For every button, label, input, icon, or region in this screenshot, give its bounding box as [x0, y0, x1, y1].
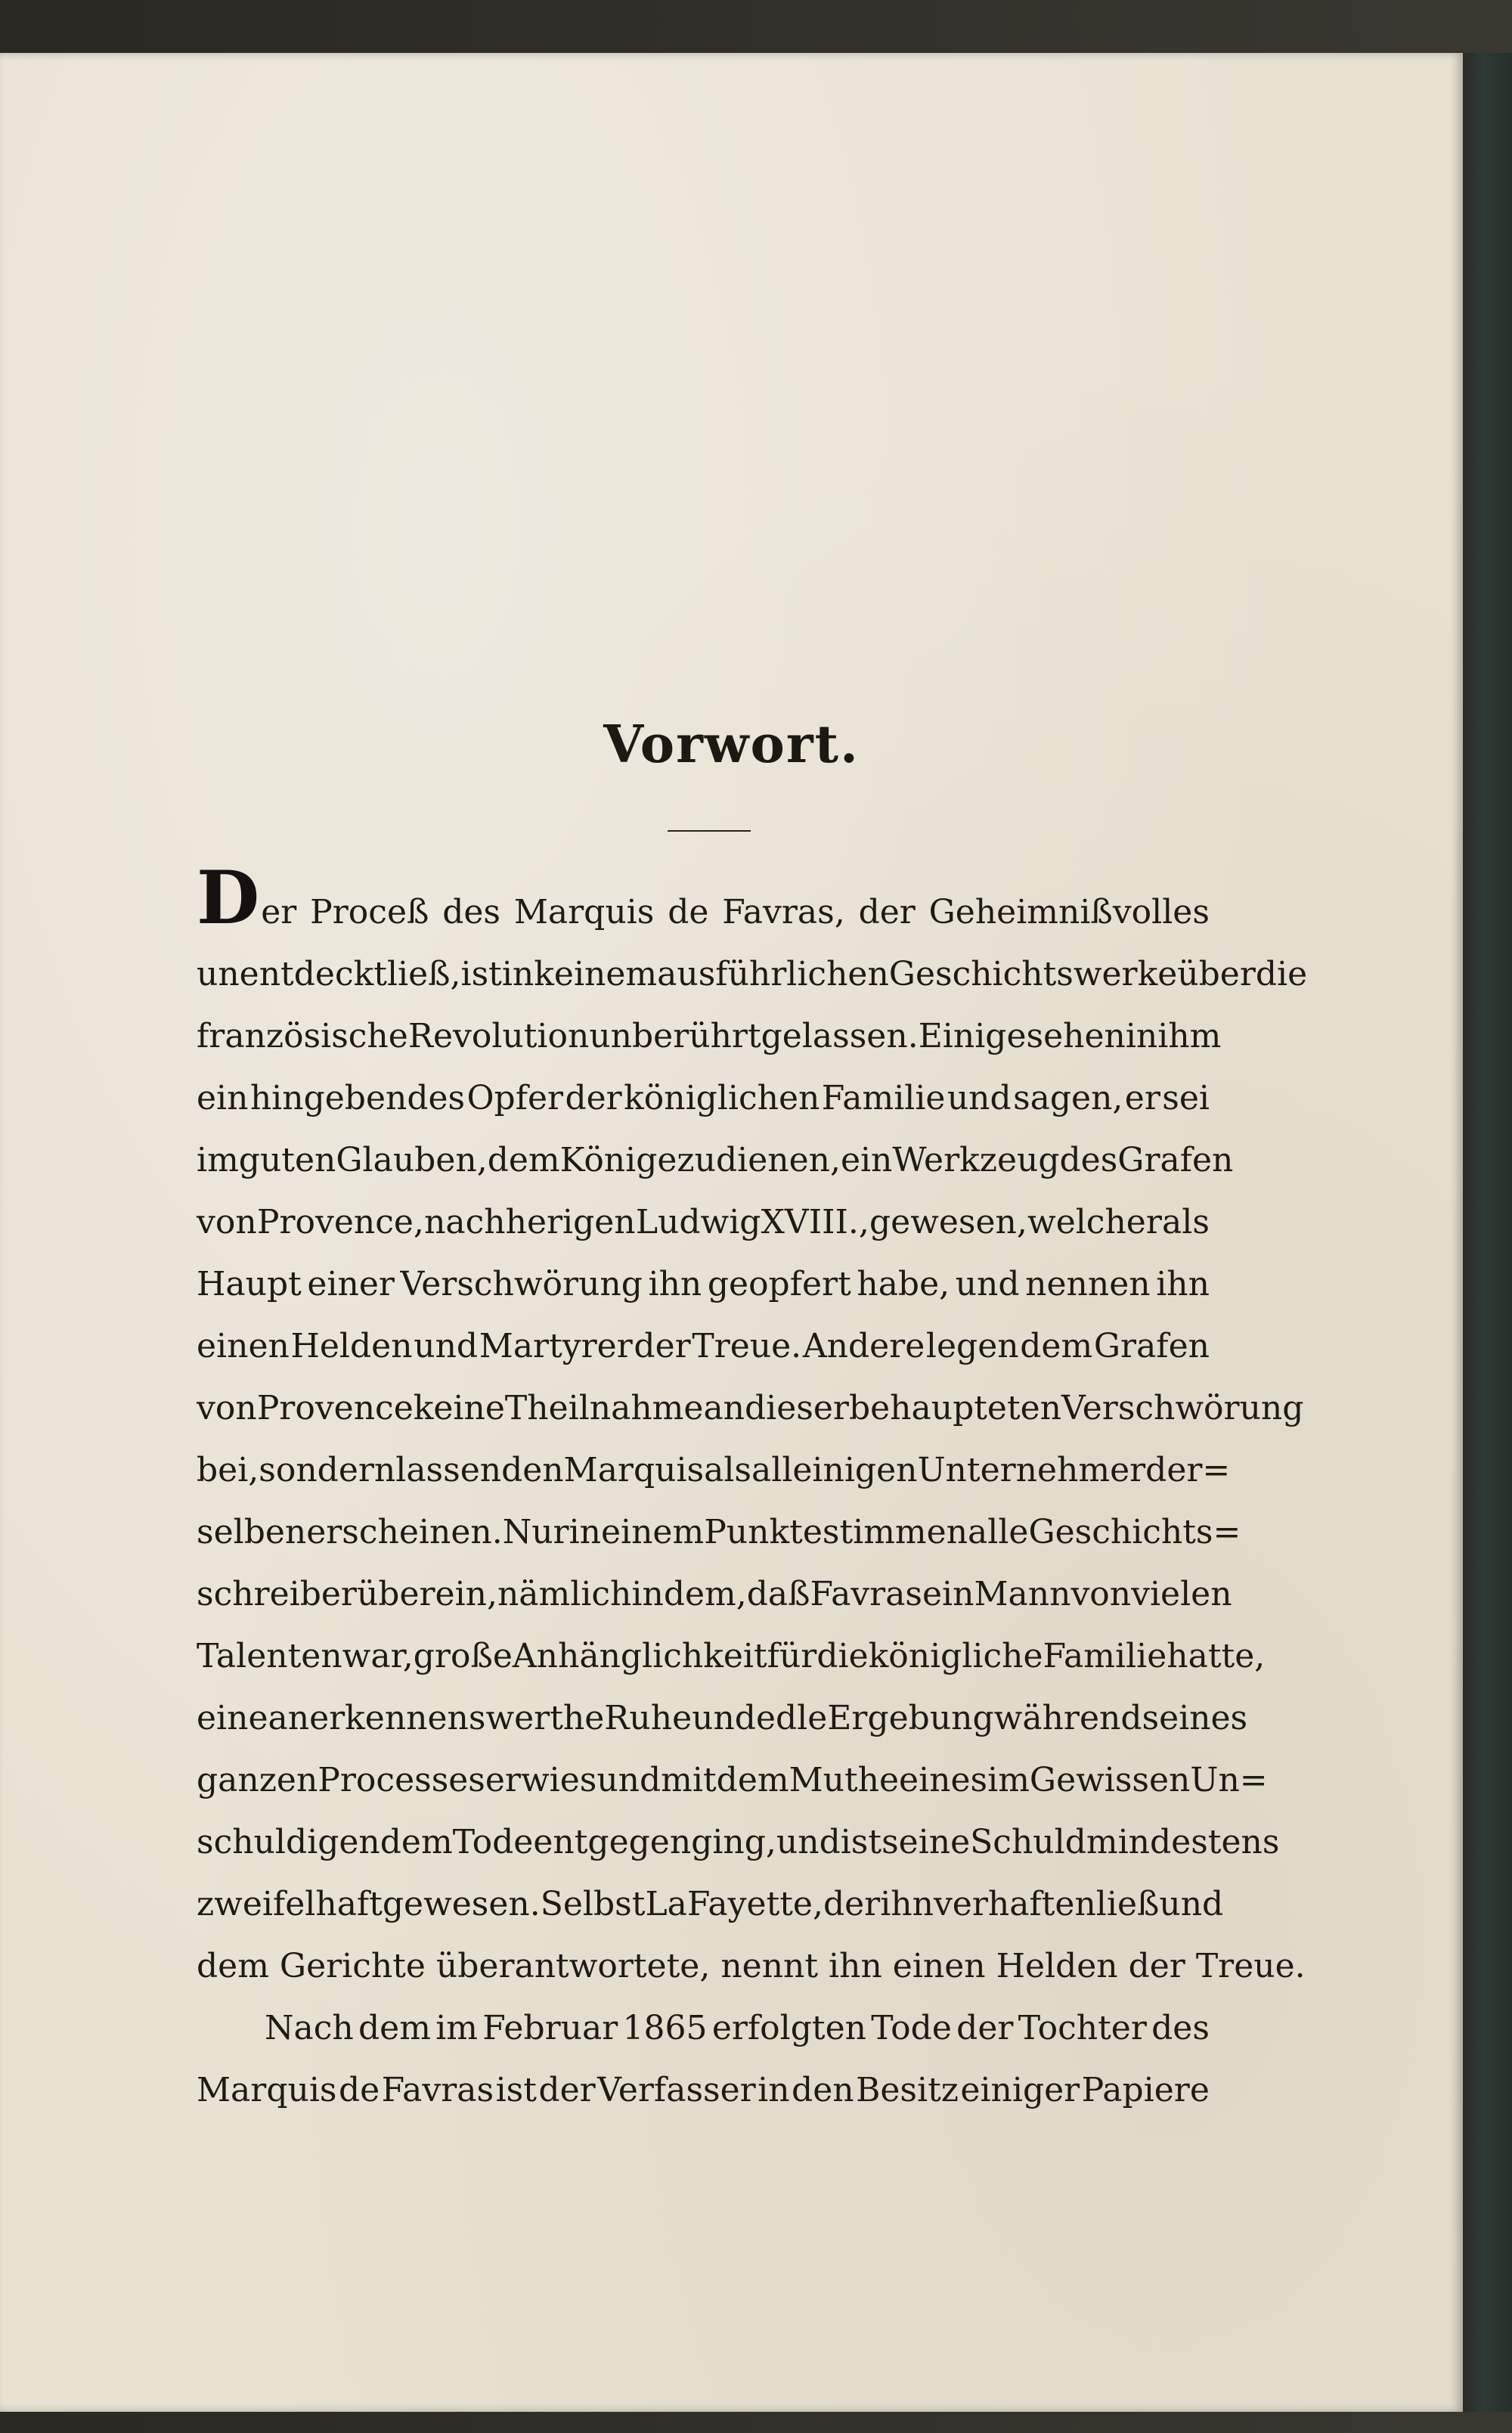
text-word: ist: [840, 1823, 882, 1861]
text-word: Andere: [802, 1327, 925, 1365]
text-word: ein: [840, 1141, 893, 1179]
text-word: daß: [746, 1575, 810, 1613]
text-word: und: [692, 1699, 756, 1737]
text-word: behaupteten: [848, 1389, 1062, 1427]
text-word: an: [703, 1389, 745, 1427]
text-line: [197, 1923, 1306, 1985]
text-word: Favras: [381, 2071, 494, 2109]
text-word: Talenten: [197, 1637, 342, 1675]
text-word: Tode: [871, 2009, 952, 2047]
text-word: gewesen,: [869, 1203, 1027, 1241]
text-word: dem: [358, 2009, 431, 2047]
drop-cap: D: [197, 855, 260, 941]
text-word: dem: [1020, 1327, 1093, 1365]
text-word: Ergebung: [827, 1699, 994, 1737]
text-word: keine: [413, 1389, 505, 1427]
text-word: nämlich: [497, 1575, 632, 1613]
text-word: alleinigen: [751, 1451, 918, 1489]
text-word: Geschichtswerke: [888, 955, 1178, 993]
book-cover-edge: [1463, 53, 1512, 2412]
text-word: legen: [925, 1327, 1019, 1365]
text-word: selben: [197, 1513, 307, 1551]
text-word: anerkennenswerthe: [268, 1699, 605, 1737]
text-word: und: [776, 1823, 841, 1861]
text-word: und: [1159, 1885, 1224, 1923]
text-word: Punkte: [704, 1513, 823, 1551]
text-word: Verschwörung: [1061, 1389, 1304, 1427]
text-word: des: [442, 893, 501, 931]
text-word: seine: [881, 1823, 971, 1861]
text-word: Theilnahme: [504, 1389, 704, 1427]
text-word: ist: [460, 955, 502, 993]
text-word: verhaften: [933, 1885, 1096, 1923]
text-line: [197, 1117, 1234, 1179]
text-word: schreiber: [197, 1575, 357, 1613]
text-word: nachherigen: [424, 1203, 636, 1241]
text-word: erfolgten: [711, 2009, 866, 2047]
text-line: [197, 1613, 1266, 1675]
text-word: in: [631, 1575, 664, 1613]
text-word: Tode: [452, 1823, 534, 1861]
text-word: Nach: [265, 2009, 354, 2047]
text-word: von: [197, 1389, 257, 1427]
text-word: Geschichts=: [1028, 1513, 1241, 1551]
text-word: in: [569, 1513, 601, 1551]
text-word: Muthe: [789, 1761, 900, 1799]
text-word: Haupt: [197, 1265, 302, 1303]
text-word: ließ: [1095, 1885, 1160, 1923]
text-word: er: [1124, 1079, 1160, 1117]
text-word: die: [816, 1637, 869, 1675]
text-word: einiger: [960, 2071, 1080, 2109]
text-word: ein: [197, 1079, 249, 1117]
text-word: Unternehmer: [917, 1451, 1146, 1489]
text-word: einen: [197, 1327, 290, 1365]
text-word: ging,: [691, 1823, 776, 1861]
text-word: sehen: [1026, 1017, 1126, 1055]
text-word: hingebendes: [249, 1079, 466, 1117]
text-word: keinem: [534, 955, 658, 993]
text-word: ausführlichen: [657, 955, 889, 993]
text-word: seines: [1142, 1699, 1248, 1737]
text-word: Ludwig: [635, 1203, 761, 1241]
text-word: lassen: [395, 1451, 502, 1489]
text-word: Einige: [918, 1017, 1027, 1055]
text-word: nennen: [1025, 1265, 1151, 1303]
text-word: französische: [197, 1017, 408, 1055]
text-word: Processes: [318, 1761, 485, 1799]
text-word: der: [565, 1079, 622, 1117]
text-word: von: [197, 1203, 257, 1241]
text-word: Der: [197, 855, 297, 941]
text-word: mit: [661, 1761, 717, 1799]
text-word: als: [704, 1451, 752, 1489]
text-word: Opfer: [466, 1079, 564, 1117]
text-line: [197, 1861, 1224, 1923]
text-word: und: [414, 1327, 479, 1365]
text-word: Marquis: [197, 2071, 337, 2109]
text-word: Anhänglichkeit: [512, 1637, 767, 1675]
text-word: in: [501, 955, 534, 993]
text-word: der: [956, 2009, 1014, 2047]
text-word: Werkzeug: [892, 1141, 1060, 1179]
text-line: [197, 1489, 1241, 1551]
text-word: Provence: [256, 1389, 414, 1427]
text-word: für: [767, 1637, 817, 1675]
text-word: Könige: [559, 1141, 677, 1179]
text-word: Verschwörung: [400, 1265, 643, 1303]
text-word: ihn: [648, 1265, 702, 1303]
text-word: dem,: [663, 1575, 747, 1613]
text-word: Un=: [1190, 1761, 1268, 1799]
text-word: eines: [899, 1761, 988, 1799]
body-text: [197, 855, 1308, 2109]
text-word: des: [1151, 2009, 1210, 2047]
text-word: gelassen.: [761, 1017, 919, 1055]
text-word: Familie: [821, 1079, 946, 1117]
text-word: alle: [968, 1513, 1029, 1551]
text-line: [197, 1427, 1231, 1489]
text-line: [197, 993, 1222, 1055]
text-word: Verfasser: [597, 2071, 756, 2109]
text-word: die: [1255, 955, 1308, 993]
chapter-title: Vorwort.: [603, 714, 860, 775]
text-word: einer: [307, 1265, 395, 1303]
text-word: ganzen: [197, 1761, 318, 1799]
text-word: erwies: [485, 1761, 597, 1799]
text-word: dem: [380, 1823, 453, 1861]
text-word: edle: [755, 1699, 828, 1737]
text-word: erscheinen.: [306, 1513, 503, 1551]
text-word: sei: [1162, 1079, 1210, 1117]
text-word: mindestens: [1086, 1823, 1280, 1861]
text-word: der: [538, 2071, 596, 2109]
text-word: königlichen: [624, 1079, 820, 1117]
text-line: [197, 1055, 1210, 1117]
text-word: Favras,: [722, 893, 845, 931]
text-word: schuldigen: [197, 1823, 380, 1861]
text-word: im: [987, 1761, 1030, 1799]
text-word: über: [1177, 955, 1256, 993]
text-word: stimmen: [822, 1513, 968, 1551]
text-word: von: [1070, 1575, 1132, 1613]
text-word: gewesen.: [382, 1885, 541, 1923]
text-word: habe,: [857, 1265, 950, 1303]
text-word: Martyrer: [479, 1327, 633, 1365]
text-word: de: [668, 893, 709, 931]
text-word: dienen,: [715, 1141, 841, 1179]
text-word: dieser: [745, 1389, 849, 1427]
text-word: als: [1162, 1203, 1210, 1241]
text-word: Geheimnißvolles: [928, 893, 1210, 931]
text-word: 1865: [622, 2009, 708, 2047]
text-word: unentdeckt: [197, 955, 387, 993]
text-word: große: [413, 1637, 513, 1675]
text-word: ließ,: [386, 955, 461, 993]
text-word: eine: [197, 1699, 268, 1737]
text-word: Fayette,: [686, 1885, 823, 1923]
text-word: ihn: [880, 1885, 934, 1923]
text-word: ein: [922, 1575, 974, 1613]
text-word: Grafen: [1093, 1327, 1210, 1365]
text-line-content: dem Gerichte überantwortete, nennt ihn einen Helden der Treue.: [197, 1947, 1306, 1985]
text-line: [197, 1179, 1210, 1241]
text-word: Februar: [482, 2009, 618, 2047]
text-line: [197, 1737, 1268, 1799]
text-line: [197, 2047, 1210, 2109]
text-word: Proceß: [310, 893, 429, 931]
text-word: sondern: [259, 1451, 396, 1489]
text-word: welcher: [1027, 1203, 1162, 1241]
text-word: zu: [677, 1141, 716, 1179]
text-word: Tochter: [1018, 2009, 1147, 2047]
text-word: und: [596, 1761, 662, 1799]
text-word: hatte,: [1167, 1637, 1266, 1675]
text-word: in: [758, 2071, 790, 2109]
text-word: der: [634, 1327, 691, 1365]
text-word: Besitz: [856, 2071, 959, 2109]
text-word: Grafen: [1117, 1141, 1234, 1179]
text-word: überein,: [356, 1575, 497, 1613]
title-divider: [668, 830, 751, 832]
text-word: im: [197, 1141, 239, 1179]
text-word: im: [435, 2009, 479, 2047]
text-word: geopfert: [707, 1265, 851, 1303]
text-word: La: [645, 1885, 687, 1923]
text-word: der=: [1145, 1451, 1231, 1489]
text-word: der: [858, 893, 916, 931]
text-word: und: [955, 1265, 1020, 1303]
text-word: den: [501, 1451, 564, 1489]
text-word: des: [1059, 1141, 1118, 1179]
text-word: und: [947, 1079, 1012, 1117]
text-word: Revolution: [407, 1017, 590, 1055]
text-word: einem: [600, 1513, 705, 1551]
text-word: ihm: [1157, 1017, 1222, 1055]
text-word: Papiere: [1081, 2071, 1210, 2109]
text-line: [197, 931, 1308, 993]
text-word: den: [792, 2071, 854, 2109]
text-word: entgegen: [533, 1823, 692, 1861]
text-word: Provence,: [256, 1203, 424, 1241]
text-line: [197, 1799, 1280, 1861]
text-word: ihn: [1156, 1265, 1210, 1303]
text-word: XVIII.,: [761, 1203, 869, 1241]
text-word: unberührt: [589, 1017, 761, 1055]
text-word: Mann: [974, 1575, 1071, 1613]
text-line: [197, 1985, 1210, 2047]
text-line: [197, 1551, 1232, 1613]
text-word: Selbst: [540, 1885, 646, 1923]
text-word: Gewissen: [1029, 1761, 1191, 1799]
text-word: Ruhe: [604, 1699, 692, 1737]
text-word: Familie: [1043, 1637, 1167, 1675]
text-word: Favras: [810, 1575, 923, 1613]
text-word: Marquis: [563, 1451, 705, 1489]
text-line: [197, 1303, 1210, 1365]
text-word: dem: [716, 1761, 789, 1799]
text-line: [197, 855, 1210, 941]
text-line: [197, 1675, 1248, 1737]
text-word: königliche: [868, 1637, 1043, 1675]
text-word: Nur: [502, 1513, 569, 1551]
text-word: war,: [342, 1637, 414, 1675]
text-word: Treue.: [692, 1327, 802, 1365]
text-word: dem: [487, 1141, 560, 1179]
text-word: de: [338, 2071, 380, 2109]
text-word: zweifelhaft: [197, 1885, 383, 1923]
text-line: [197, 1365, 1304, 1427]
text-word: Glauben,: [336, 1141, 488, 1179]
text-word: in: [1125, 1017, 1158, 1055]
text-word: Marquis: [513, 893, 655, 931]
text-word: Helden: [290, 1327, 413, 1365]
text-word: Schuld: [970, 1823, 1086, 1861]
text-word: sagen,: [1013, 1079, 1123, 1117]
text-word: bei,: [197, 1451, 259, 1489]
text-line: [197, 1241, 1210, 1303]
text-word: guten: [238, 1141, 336, 1179]
text-word: der: [823, 1885, 881, 1923]
text-word: ist: [495, 2071, 537, 2109]
text-word: vielen: [1131, 1575, 1232, 1613]
text-word: während: [993, 1699, 1142, 1737]
